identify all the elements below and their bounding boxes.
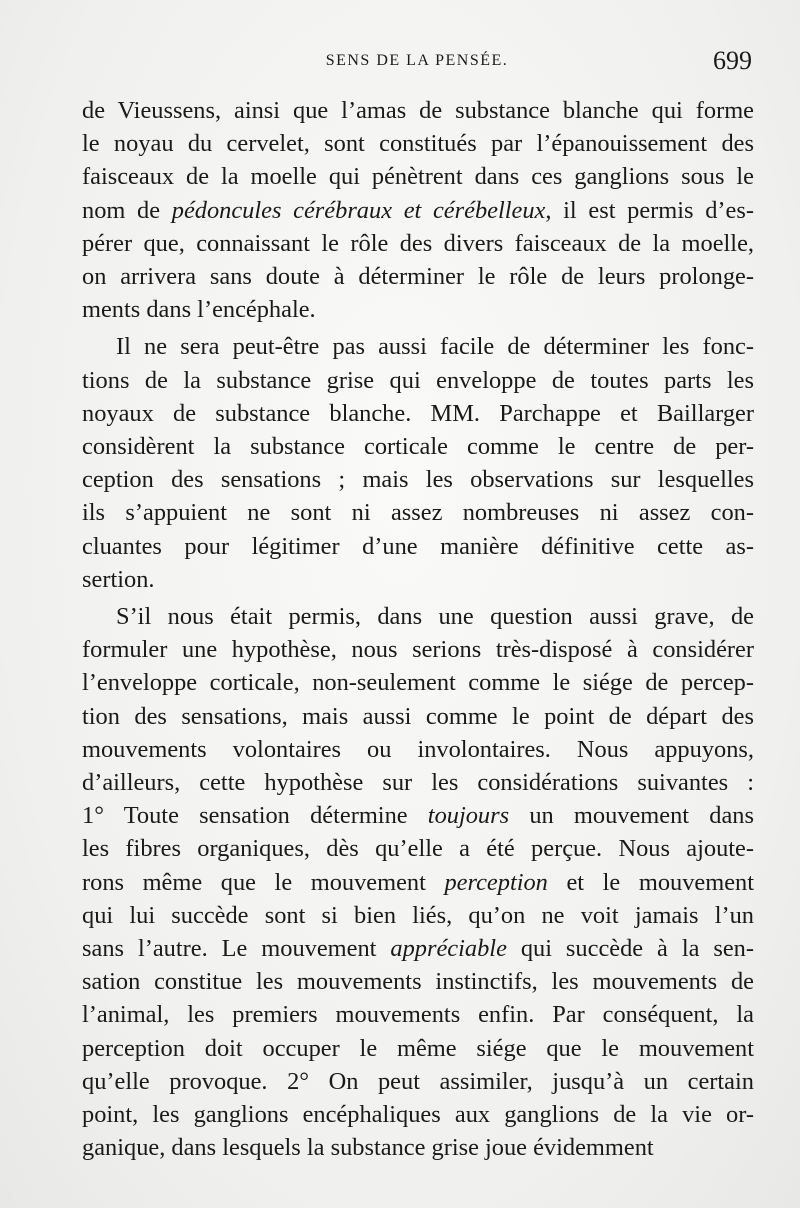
paragraph [82,600,754,1164]
text-line [82,799,754,832]
text-line: mouvements volontaires ou involontaires. Nous appuyons, [82,735,754,763]
line-text: un mouvement dans [509,802,754,830]
text-line: faisceaux de la moelle qui pénètrent dans ces ganglions sous le [82,163,754,191]
running-title: SENS DE LA PENSÉE. [325,52,509,69]
text-line: ments dans l’encéphale. [82,296,316,324]
text-line: qui lui succède sont si bien liés, qu’on ne voit jamais l’un [82,901,754,929]
text-line: on arrivera sans doute à déterminer le rôle de leurs prolonge- [82,263,754,291]
text-line [82,194,754,227]
page-number: 699 [713,46,752,75]
text-line: considèrent la substance corticale comme le centre de per- [82,433,754,461]
line-text: qui succède à la sen- [506,935,754,963]
text-line: le noyau du cervelet, sont constitués par l’épanouissement des [82,130,754,158]
text-line: perception doit occuper le même siége que le mouvement [82,1034,754,1062]
text-line [82,866,754,899]
paragraph [82,330,754,596]
text-line: cluantes pour légitimer d’une manière définitive cette as- [82,532,754,560]
text-line: pérer que, connaissant le rôle des divers faisceaux de la moelle, [82,229,754,257]
text-line: les fibres organiques, dès qu’elle a été perçue. Nous ajoute- [82,835,754,863]
text-line: point, les ganglions encéphaliques aux ganglions de la vie or- [82,1101,754,1129]
paragraph [82,94,754,326]
text-line: l’animal, les premiers mouvements enfin. Par conséquent, la [82,1001,754,1029]
line-text: , il est permis d’es- [545,196,754,224]
text-line: formuler une hypothèse, nous serions très-disposé à considérer [82,636,754,664]
italic-term: toujours [427,802,510,830]
italic-term: appréciable [390,935,507,963]
body-text [82,94,754,1165]
italic-term: pédoncules cérébraux et cérébelleux [171,196,546,224]
text-line: ils s’appuient ne sont ni assez nombreuses ni assez con- [82,499,754,527]
italic-term: perception [444,868,548,896]
text-line: qu’elle provoque. 2° On peut assimiler, jusqu’à un certain [82,1067,754,1095]
text-line: S’il nous était permis, dans une question aussi grave, de [116,603,754,631]
text-line: tions de la substance grise qui enveloppe de toutes parts les [82,366,754,394]
line-text: rons même que le mouvement [82,868,445,896]
text-line: sation constitue les mouvements instinctifs, les mouvements de [82,968,754,996]
line-text: et le mouvement [547,868,754,896]
text-line: de Vieussens, ainsi que l’amas de substance blanche qui forme [82,97,754,124]
line-text: 1° Toute sensation détermine [82,802,428,830]
text-line: ganique, dans lesquels la substance grise joue évidemment [82,1134,654,1162]
page-header [82,46,752,80]
text-line: d’ailleurs, cette hypothèse sur les considérations suivantes : [82,769,754,797]
text-line: Il ne sera peut-être pas aussi facile de déterminer les fonc- [116,333,754,361]
text-line: ception des sensations ; mais les observations sur lesquelles [82,466,754,494]
text-line: noyaux de substance blanche. MM. Parchappe et Baillarger [82,399,754,427]
text-line: tion des sensations, mais aussi comme le point de départ des [82,702,754,730]
text-line: sertion. [82,565,155,593]
line-text: nom de [82,196,172,224]
line-text: sans l’autre. Le mouvement [82,935,391,963]
text-line [82,932,754,965]
text-line: l’enveloppe corticale, non-seulement comme le siége de percep- [82,669,754,697]
